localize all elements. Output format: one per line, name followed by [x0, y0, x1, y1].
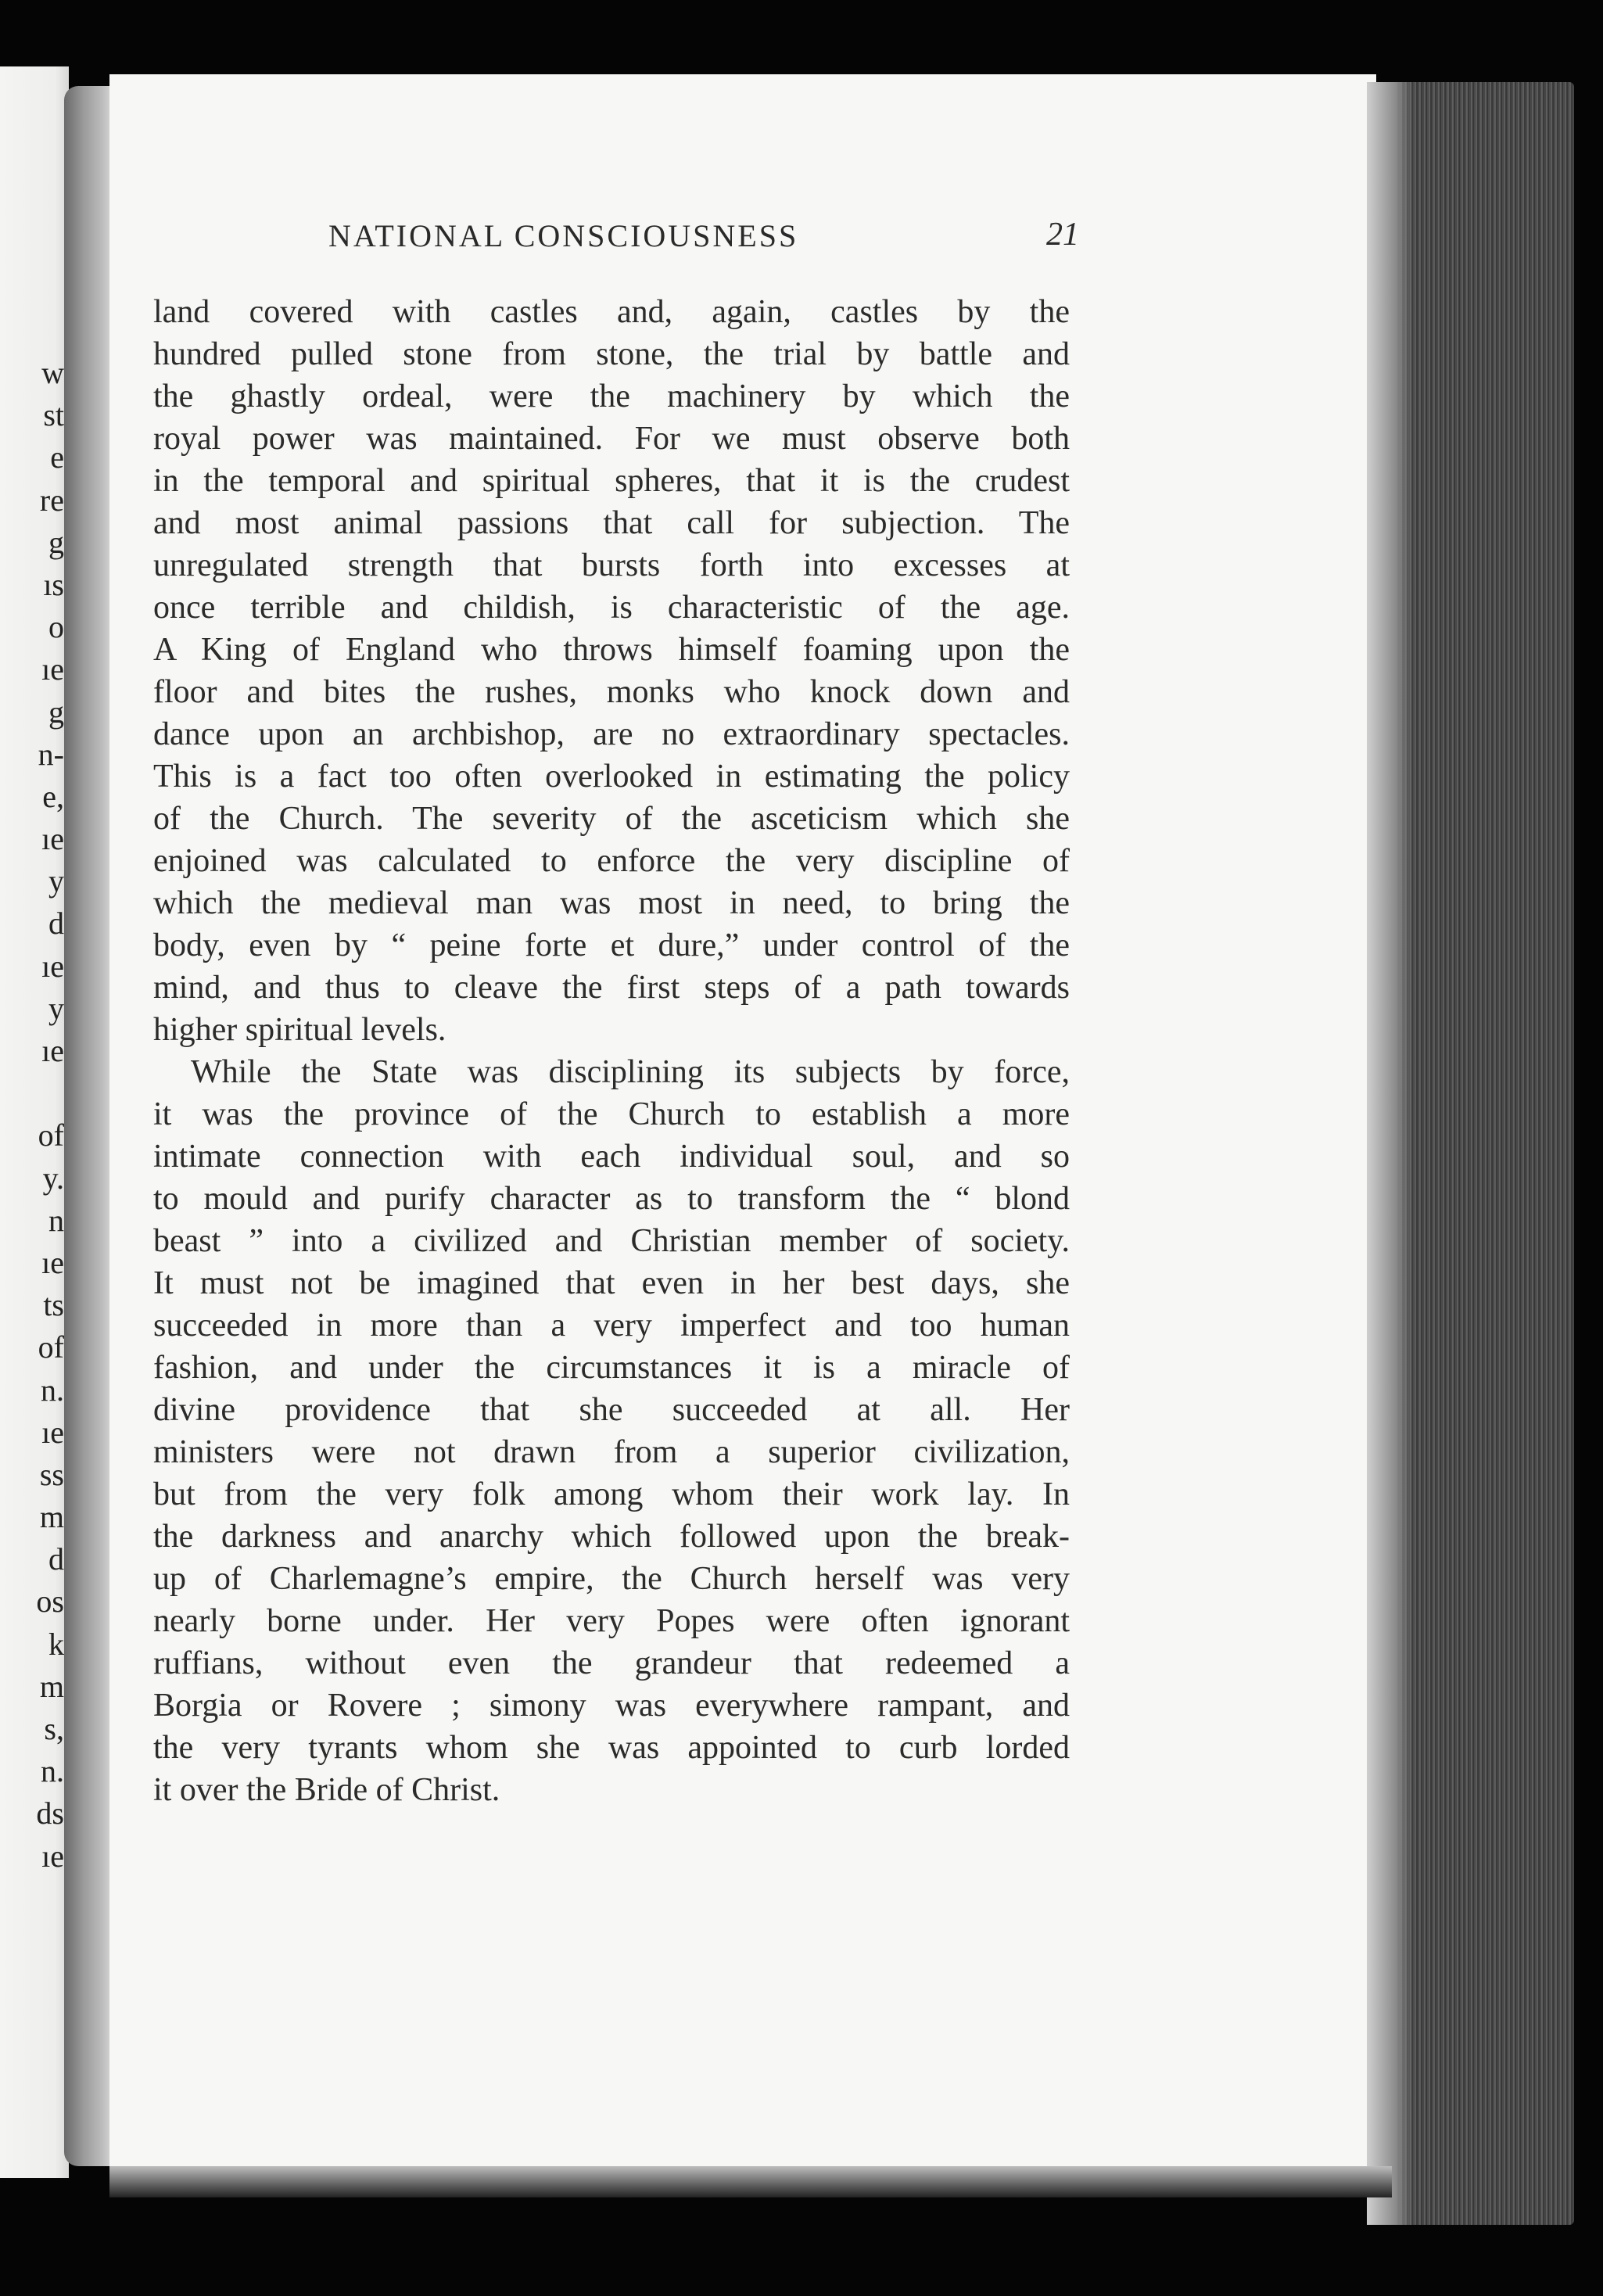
facing-page-fragment: ıe: [41, 1244, 64, 1280]
text-line: it over the Bride of Christ.: [153, 1772, 500, 1808]
text-line: which the medieval man was most in need, to bring the: [153, 885, 1070, 921]
facing-page-fragment: ds: [36, 1796, 64, 1831]
facing-page-fragment: ıe: [41, 651, 64, 687]
text-line: ruffians, without even the grandeur that redeemed a: [153, 1645, 1070, 1681]
facing-page-fragment: e,: [42, 778, 64, 814]
facing-page-fragment: re: [39, 482, 64, 518]
facing-page-fragment: ıe: [41, 948, 64, 984]
text-line: it was the province of the Church to establish a more: [153, 1096, 1070, 1132]
facing-page-fragment: ıe: [41, 1838, 64, 1874]
text-line: the darkness and anarchy which followed upon the break-: [153, 1519, 1070, 1555]
facing-page-fragment: d: [48, 1541, 64, 1577]
text-line: unregulated strength that bursts forth into excesses at: [153, 547, 1070, 583]
facing-page-fragment: k: [48, 1626, 64, 1662]
facing-page-fragment: m: [39, 1499, 64, 1535]
text-line: beast ” into a civilized and Christian member of society.: [153, 1223, 1070, 1259]
text-line: It must not be imagined that even in her best days, she: [153, 1265, 1070, 1301]
text-line: up of Charlemagne’s empire, the Church herself was very: [153, 1561, 1070, 1597]
facing-page-fragment: g: [48, 524, 64, 560]
facing-page-fragment: s,: [44, 1711, 64, 1746]
text-line: mind, and thus to cleave the first steps of a path towards: [153, 970, 1070, 1006]
facing-page-fragment: of: [38, 1118, 64, 1153]
running-title: NATIONAL CONSCIOUSNESS: [328, 218, 799, 253]
page-number: 21: [1046, 217, 1079, 253]
facing-page-fragment: ss: [39, 1456, 64, 1492]
paragraph: [153, 1051, 1070, 1811]
text-line: the ghastly ordeal, were the machinery by which the: [153, 378, 1070, 414]
facing-page-fragment: y: [48, 863, 64, 899]
text-line: nearly borne under. Her very Popes were often ignorant: [153, 1603, 1070, 1639]
facing-page-edge: [0, 66, 69, 2178]
text-line: A King of England who throws himself foaming upon the: [153, 632, 1070, 668]
text-line: succeeded in more than a very imperfect and too human: [153, 1308, 1070, 1344]
facing-page-fragment: ıe: [41, 1414, 64, 1450]
facing-page-fragment: e: [50, 439, 64, 475]
text-line: intimate connection with each individual soul, and so: [153, 1139, 1070, 1175]
running-header: [328, 217, 1079, 264]
text-line: land covered with castles and, again, castles by the: [153, 294, 1070, 330]
text-line: divine providence that she succeeded at all. Her: [153, 1392, 1070, 1428]
text-line: ministers were not drawn from a superior civilization,: [153, 1434, 1070, 1470]
facing-page-fragment: n: [48, 1202, 64, 1238]
text-line: to mould and purify character as to transform the “ blond: [153, 1181, 1070, 1217]
facing-page-fragment: ıs: [43, 566, 64, 602]
text-line: fashion, and under the circumstances it is a miracle of: [153, 1350, 1070, 1386]
paragraph: [153, 291, 1070, 1051]
text-line: in the temporal and spiritual spheres, that it is the crudest: [153, 463, 1070, 499]
text-line: hundred pulled stone from stone, the trial by battle and: [153, 336, 1070, 372]
facing-page-fragment: ts: [43, 1287, 64, 1323]
text-line: of the Church. The severity of the asceticism which she: [153, 801, 1070, 837]
facing-page-fragment: of: [38, 1329, 64, 1365]
text-line: This is a fact too often overlooked in estimating the policy: [153, 759, 1070, 795]
facing-page-fragment: ıe: [41, 1033, 64, 1068]
facing-page-fragment: n-: [38, 736, 64, 772]
text-line: floor and bites the rushes, monks who knock down and: [153, 674, 1070, 710]
facing-page-fragment: d: [48, 906, 64, 942]
facing-page-fragment: o: [48, 609, 64, 645]
facing-page-fragment: g: [48, 694, 64, 730]
facing-page-fragment: n.: [41, 1753, 64, 1789]
text-line: royal power was maintained. For we must observe both: [153, 421, 1070, 457]
facing-page-fragment: st: [43, 397, 64, 433]
text-line: While the State was disciplining its subjects by force,: [191, 1054, 1070, 1090]
text-line: the very tyrants whom she was appointed to curb lorded: [153, 1730, 1070, 1766]
text-line: but from the very folk among whom their work lay. In: [153, 1476, 1070, 1512]
facing-page-fragments: [0, 352, 69, 1878]
facing-page-fragment: y.: [42, 1160, 64, 1196]
page-edge-shade: [1367, 82, 1414, 2225]
facing-page-fragment: os: [36, 1584, 64, 1620]
text-line: enjoined was calculated to enforce the very discipline of: [153, 843, 1070, 879]
facing-page-fragment: w: [41, 355, 64, 390]
page-bottom-shadow: [109, 2166, 1392, 2197]
facing-page-fragment: [0, 1072, 69, 1114]
body-text: [153, 291, 1070, 1811]
text-line: dance upon an archbishop, are no extraordinary spectacles.: [153, 716, 1070, 752]
text-line: higher spiritual levels.: [153, 1012, 446, 1048]
text-line: body, even by “ peine forte et dure,” under control of the: [153, 927, 1070, 963]
facing-page-fragment: m: [39, 1668, 64, 1704]
facing-page-fragment: y: [48, 990, 64, 1026]
text-line: and most animal passions that call for subjection. The: [153, 505, 1070, 541]
facing-page-fragment: ıe: [41, 821, 64, 857]
text-line: Borgia or Rovere ; simony was everywhere rampant, and: [153, 1688, 1070, 1724]
facing-page-fragment: n.: [41, 1372, 64, 1408]
text-line: once terrible and childish, is characteristic of the age.: [153, 590, 1070, 626]
